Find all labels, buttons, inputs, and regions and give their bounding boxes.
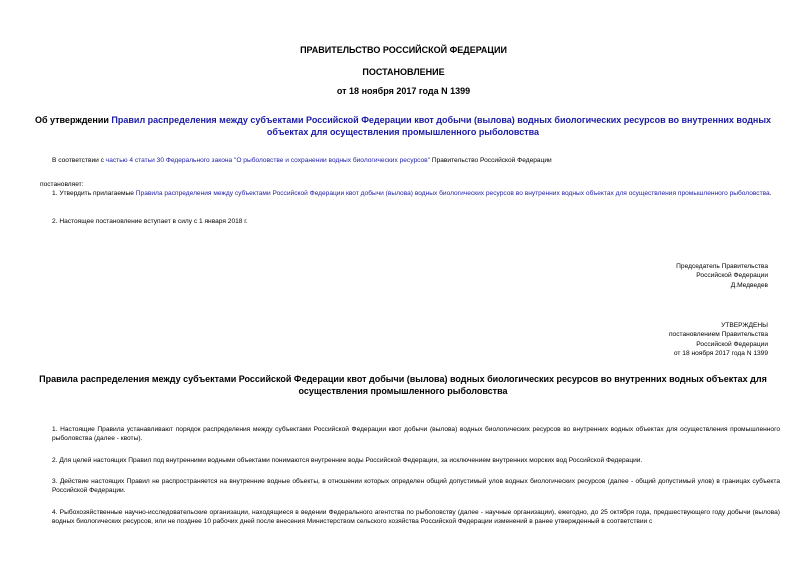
rules-link[interactable]: Правила распределения между субъектами Российской Федерации квот добычи (вылова) водных биологических ресурсов во внутренних водных объектах для осуществления промышленного рыболовства	[135, 190, 770, 197]
signature-country: Российской Федерации	[696, 272, 768, 280]
approved-by: постановлением Правительства	[668, 331, 768, 339]
item-1-before: 1. Утвердить прилагаемые	[52, 190, 136, 197]
rules-paragraph-4: 4. Рыбохозяйственные научно-исследовательские организации, находящиеся в ведении Федерального агентства по рыболовству (далее - научные организации), ежегодно, до 25 октября года, предшествующего году добычи (вылова) водных биологических ресурсов, или не позднее 10 рабочих дней после внесения Министерством сельского хозяйства Российской Федерации изменений в ранее утвержденный в соответствии с	[52, 509, 780, 526]
item-1-after: .	[769, 190, 772, 197]
document-type-heading: ПОСТАНОВЛЕНИЕ	[362, 67, 445, 77]
signature-position: Председатель Правительства	[676, 263, 768, 270]
government-heading: ПРАВИТЕЛЬСТВО РОССИЙСКОЙ ФЕДЕРАЦИИ	[300, 45, 507, 55]
rules-paragraph-3: 3. Действие настоящих Правил не распространяется на внутренние водные объекты, в отношении которых определен общий допустимый улов водных биологических ресурсов (далее - общий допустимый улов) в границах субъекта Российской Федерации.	[52, 478, 780, 495]
rules-title: Правила распределения между субъектами Российской Федерации квот добычи (вылова) водных биологических ресурсов во внутренних водных объектах для осуществления промышленного рыболовства	[39, 374, 767, 396]
approved-label: УТВЕРЖДЕНЫ	[721, 322, 768, 329]
decrees-word: постановляет:	[40, 181, 84, 188]
rules-paragraph-2: 2. Для целей настоящих Правил под внутренними водными объектами понимаются внутренние воды Российской Федерации, за исключением внутренних морских вод Российской Федерации.	[52, 457, 643, 464]
preamble-before: В соответствии с	[52, 157, 106, 164]
preamble-after: Правительство Российской Федерации	[430, 157, 552, 164]
law-link[interactable]: частью 4 статьи 30 Федерального закона "О рыболовстве и сохранении водных биологических ресурсов"	[105, 157, 430, 164]
document-date-heading: от 18 ноября 2017 года N 1399	[336, 86, 471, 96]
approved-country: Российской Федерации	[696, 340, 768, 348]
signature-name: Д.Медведев	[730, 281, 768, 289]
item-2-paragraph: 2. Настоящее постановление вступает в силу с 1 января 2018 г.	[52, 218, 248, 225]
approved-date: от 18 ноября 2017 года N 1399	[673, 350, 768, 358]
item-1-paragraph	[40, 189, 780, 198]
title-prefix: Об утверждении	[34, 115, 112, 125]
preamble-paragraph	[40, 156, 780, 165]
signature-block	[676, 262, 768, 290]
approved-block	[669, 321, 768, 359]
document-title	[34, 114, 772, 138]
rules-paragraph-1: 1. Настоящие Правила устанавливают порядок распределения между субъектами Российской Федерации квот добычи (вылова) водных биологических ресурсов во внутренних водных объектах для осуществления промышленного рыболовства (далее - квоты).	[52, 426, 780, 443]
title-link[interactable]: Правил распределения между субъектами Российской Федерации квот добычи (вылова) водных биологических ресурсов во внутренних водных объектах для осуществления промышленного рыболовства	[111, 115, 772, 137]
